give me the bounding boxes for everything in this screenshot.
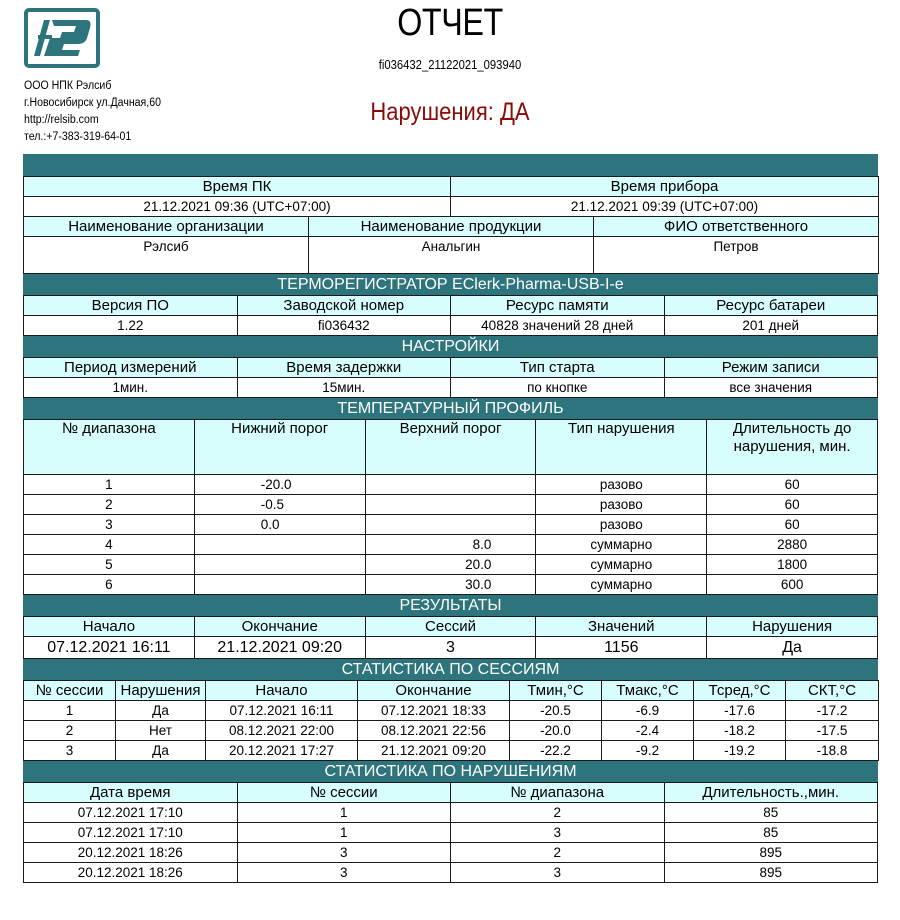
device-header: Ресурс батареи	[664, 296, 878, 316]
profile-row-cell: 1800	[707, 555, 878, 575]
device-value: 201 дней	[664, 316, 878, 336]
profile-row-cell: разово	[536, 475, 707, 495]
settings-header: Время задержки	[237, 358, 451, 378]
results-header: Нарушения	[707, 617, 878, 637]
sessions-header: СКТ,°C	[786, 681, 879, 701]
violation-row-cell: 3	[451, 863, 665, 883]
results-value: 3	[365, 637, 536, 659]
company-phone: тел.:+7-383-319-64-01	[24, 131, 132, 143]
session-row-cell: -22.2	[510, 741, 602, 761]
results-table	[23, 616, 878, 659]
profile-row-cell	[194, 535, 365, 555]
results-value: 1156	[536, 637, 707, 659]
profile-row-cell: -0.5	[194, 495, 365, 515]
violation-row-cell: 2	[451, 803, 665, 823]
profile-row-cell: 5	[24, 555, 195, 575]
profile-row-cell: суммарно	[536, 575, 707, 595]
violations-header: Длительность.,мин.	[664, 783, 878, 803]
session-row-cell: 21.12.2021 09:20	[358, 741, 510, 761]
results-value: Да	[707, 637, 878, 659]
settings-value: по кнопке	[451, 378, 665, 398]
settings-header: Режим записи	[664, 358, 878, 378]
profile-row-cell: 8.0	[365, 535, 536, 555]
session-row-cell: -17.6	[694, 701, 786, 721]
profile-row-cell: -20.0	[194, 475, 365, 495]
profile-row-cell: 2	[24, 495, 195, 515]
violation-row-cell: 3	[451, 823, 665, 843]
profile-row-cell: 1	[24, 475, 195, 495]
company-address: г.Новосибирск ул.Дачная,60	[24, 97, 161, 109]
violations-table	[23, 782, 878, 883]
report-body	[23, 154, 878, 883]
violations-header: № сессии	[237, 783, 451, 803]
session-row-cell: 08.12.2021 22:56	[358, 721, 510, 741]
sessions-header: Окончание	[358, 681, 510, 701]
session-row-cell: -17.2	[786, 701, 879, 721]
profile-row-cell: разово	[536, 515, 707, 535]
violation-row-cell: 85	[664, 823, 878, 843]
session-row	[24, 701, 879, 721]
device-value: 40828 значений 28 дней	[451, 316, 665, 336]
general-table	[23, 176, 879, 274]
org-label: Наименование организации	[24, 217, 309, 237]
profile-row-cell: разово	[536, 495, 707, 515]
device-section-title: ТЕРМОРЕГИСТРАТОР EClerk-Pharma-USB-I-e	[23, 274, 878, 295]
profile-row-cell	[365, 515, 536, 535]
violation-row-cell: 3	[237, 863, 451, 883]
top-band	[23, 154, 878, 176]
profile-row-cell: суммарно	[536, 535, 707, 555]
violation-row	[24, 803, 878, 823]
report-file-id: fi036432_21122021_093940	[378, 58, 522, 72]
company-name: ООО НПК Рэлсиб	[24, 80, 112, 92]
profile-row-cell	[365, 475, 536, 495]
violations-header: № диапазона	[451, 783, 665, 803]
profile-row-cell: 60	[707, 475, 878, 495]
profile-row-cell: 3	[24, 515, 195, 535]
sessions-section-title: СТАТИСТИКА ПО СЕССИЯМ	[23, 659, 878, 680]
report-title: ОТЧЕТ	[397, 2, 503, 44]
session-row	[24, 741, 879, 761]
profile-row-cell: 60	[707, 495, 878, 515]
results-header: Начало	[24, 617, 195, 637]
profile-row	[24, 495, 878, 515]
session-row-cell: -17.5	[786, 721, 879, 741]
settings-table	[23, 357, 878, 398]
session-row-cell: 08.12.2021 22:00	[206, 721, 358, 741]
profile-row-cell: 30.0	[365, 575, 536, 595]
product-label: Наименование продукции	[309, 217, 594, 237]
session-row-cell: -2.4	[602, 721, 694, 741]
device-header: Версия ПО	[24, 296, 238, 316]
profile-header: Верхний порог	[365, 420, 536, 475]
session-row-cell: 3	[24, 741, 116, 761]
settings-section-title: НАСТРОЙКИ	[23, 336, 878, 357]
profile-header: № диапазона	[24, 420, 195, 475]
org-value: Рэлсиб	[24, 237, 309, 274]
session-row-cell: Да	[116, 701, 206, 721]
session-row-cell: 1	[24, 701, 116, 721]
sessions-header: Тмин,°C	[510, 681, 602, 701]
session-row	[24, 721, 879, 741]
profile-table	[23, 419, 878, 595]
session-row-cell: -20.5	[510, 701, 602, 721]
profile-row-cell: 0.0	[194, 515, 365, 535]
responsible-value: Петров	[594, 237, 879, 274]
profile-row	[24, 575, 878, 595]
violation-row-cell: 85	[664, 803, 878, 823]
violation-row-cell: 20.12.2021 18:26	[24, 843, 238, 863]
violation-row-cell: 3	[237, 843, 451, 863]
sessions-header: Нарушения	[116, 681, 206, 701]
violation-row-cell: 895	[664, 863, 878, 883]
settings-header: Период измерений	[24, 358, 238, 378]
profile-row	[24, 475, 878, 495]
device-header: Ресурс памяти	[451, 296, 665, 316]
violation-row-cell: 2	[451, 843, 665, 863]
profile-header: Длительность до нарушения, мин.	[707, 420, 878, 475]
profile-row-cell: суммарно	[536, 555, 707, 575]
device-time-value: 21.12.2021 09:39 (UTC+07:00)	[451, 197, 879, 217]
settings-header: Тип старта	[451, 358, 665, 378]
profile-row-cell	[365, 495, 536, 515]
violations-status: Нарушения: ДА	[370, 98, 530, 126]
settings-value: 15мин.	[237, 378, 451, 398]
profile-row	[24, 535, 878, 555]
session-row-cell: -6.9	[602, 701, 694, 721]
violation-row-cell: 07.12.2021 17:10	[24, 823, 238, 843]
session-row-cell: -19.2	[694, 741, 786, 761]
violation-row-cell: 895	[664, 843, 878, 863]
device-header: Заводской номер	[237, 296, 451, 316]
pc-time-value: 21.12.2021 09:36 (UTC+07:00)	[24, 197, 451, 217]
violation-row-cell: 20.12.2021 18:26	[24, 863, 238, 883]
session-row-cell: 2	[24, 721, 116, 741]
product-value: Анальгин	[309, 237, 594, 274]
results-value: 07.12.2021 16:11	[24, 637, 195, 659]
violation-row	[24, 843, 878, 863]
session-row-cell: -9.2	[602, 741, 694, 761]
device-value: 1.22	[24, 316, 238, 336]
session-row-cell: -20.0	[510, 721, 602, 741]
violation-row-cell: 07.12.2021 17:10	[24, 803, 238, 823]
responsible-label: ФИО ответственного	[594, 217, 879, 237]
profile-row-cell	[194, 575, 365, 595]
session-row-cell: -18.8	[786, 741, 879, 761]
violation-row	[24, 823, 878, 843]
session-row-cell: 07.12.2021 16:11	[206, 701, 358, 721]
session-row-cell: 07.12.2021 18:33	[358, 701, 510, 721]
session-row-cell: -18.2	[694, 721, 786, 741]
profile-row-cell: 600	[707, 575, 878, 595]
violations-section-title: СТАТИСТИКА ПО НАРУШЕНИЯМ	[23, 761, 878, 782]
violation-row-cell: 1	[237, 803, 451, 823]
profile-row-cell: 6	[24, 575, 195, 595]
profile-row-cell: 4	[24, 535, 195, 555]
profile-header: Нижний порог	[194, 420, 365, 475]
violation-row-cell: 1	[237, 823, 451, 843]
sessions-header: Начало	[206, 681, 358, 701]
violations-header: Дата время	[24, 783, 238, 803]
company-website[interactable]: http://relsib.com	[24, 114, 99, 126]
profile-header: Тип нарушения	[536, 420, 707, 475]
profile-row-cell: 60	[707, 515, 878, 535]
profile-row	[24, 555, 878, 575]
sessions-header: № сессии	[24, 681, 116, 701]
results-section-title: РЕЗУЛЬТАТЫ	[23, 595, 878, 616]
session-row-cell: 20.12.2021 17:27	[206, 741, 358, 761]
results-value: 21.12.2021 09:20	[194, 637, 365, 659]
sessions-header: Тмакс,°C	[602, 681, 694, 701]
violation-row	[24, 863, 878, 883]
settings-value: 1мин.	[24, 378, 238, 398]
results-header: Сессий	[365, 617, 536, 637]
device-time-label: Время прибора	[451, 177, 879, 197]
profile-row	[24, 515, 878, 535]
pc-time-label: Время ПК	[24, 177, 451, 197]
session-row-cell: Нет	[116, 721, 206, 741]
device-table	[23, 295, 878, 336]
profile-row-cell: 2880	[707, 535, 878, 555]
results-header: Окончание	[194, 617, 365, 637]
device-value: fi036432	[237, 316, 451, 336]
profile-row-cell	[194, 555, 365, 575]
session-row-cell: Да	[116, 741, 206, 761]
settings-value: все значения	[664, 378, 878, 398]
sessions-table	[23, 680, 879, 761]
profile-row-cell: 20.0	[365, 555, 536, 575]
sessions-header: Тсред,°C	[694, 681, 786, 701]
results-header: Значений	[536, 617, 707, 637]
profile-section-title: ТЕМПЕРАТУРНЫЙ ПРОФИЛЬ	[23, 398, 878, 419]
